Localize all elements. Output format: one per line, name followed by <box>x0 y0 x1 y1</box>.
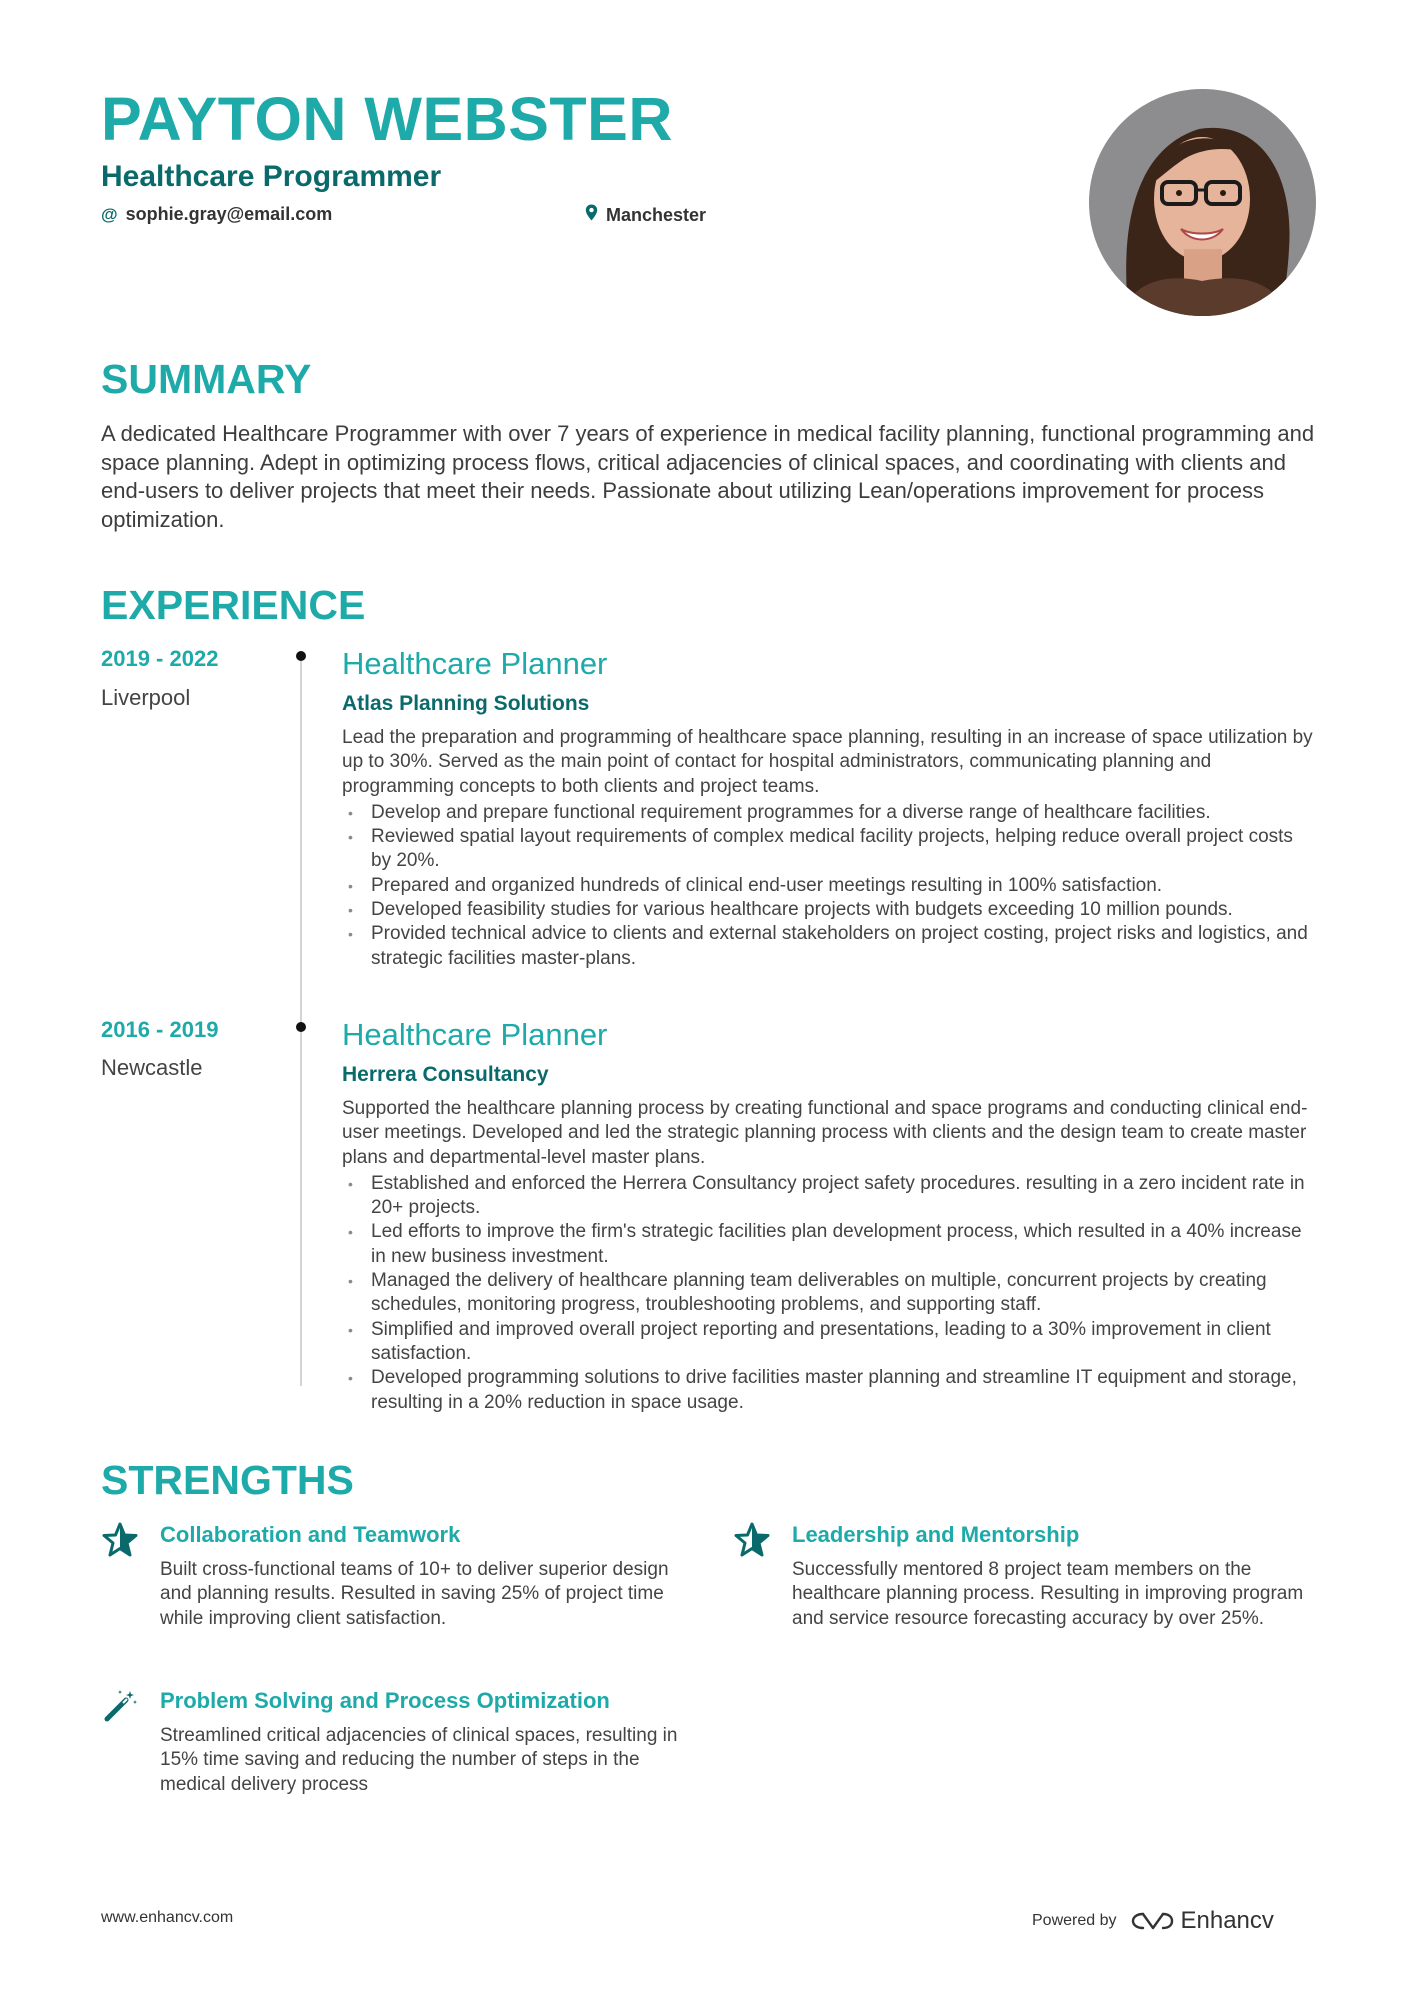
strength-text: Built cross-functional teams of 10+ to deliver superior design and planning results. Resulted in saving 25% of project time while improving client satisfaction. <box>160 1559 669 1629</box>
job-entry <box>342 1017 1318 1415</box>
experience-heading: EXPERIENCE <box>101 582 366 628</box>
strength-text: Successfully mentored 8 project team members on the healthcare planning process. Resulting in improving program and service resource forecasting accuracy by over 25%. <box>792 1559 1304 1629</box>
job-title: Healthcare Planner <box>342 646 608 681</box>
timeline-dot <box>296 651 306 661</box>
job-entry <box>342 646 1318 971</box>
job-description: Lead the preparation and programming of healthcare space planning, resulting in an increase of space utilization by up to 30%. Served as the main point of contact for hospital administrators, communicating planning and programming concepts to both clients and project teams. <box>342 727 1313 797</box>
enhancv-logo[interactable] <box>1129 1907 1274 1935</box>
job-bullet: • Develop and prepare functional requirement programmes for a diverse range of healthcare facilities. <box>342 801 1318 825</box>
job-bullets <box>342 1172 1318 1415</box>
strengths-heading: STRENGTHS <box>101 1457 354 1503</box>
candidate-title: Healthcare Programmer <box>101 160 442 193</box>
job-bullet: • Provided technical advice to clients and external stakeholders on project costing, project risks and logistics, and strategic facilities master-plans. <box>342 922 1318 971</box>
job-bullet: • Prepared and organized hundreds of clinical end-user meetings resulting in 100% satisfaction. <box>342 874 1318 898</box>
job-location: Newcastle <box>101 1055 203 1080</box>
job-bullet: • Developed feasibility studies for various healthcare projects with budgets exceeding 10 million pounds. <box>342 898 1318 922</box>
powered-by-label: Powered by <box>1032 1912 1117 1929</box>
job-location: Liverpool <box>101 685 191 710</box>
timeline-line <box>300 656 302 1386</box>
job-bullet: • Led efforts to improve the firm's strategic facilities plan development process, which resulted in a 40% increase in new business investment. <box>342 1220 1318 1269</box>
job-company: Atlas Planning Solutions <box>342 692 590 715</box>
contact-location <box>585 204 706 226</box>
job-bullet: • Managed the delivery of healthcare planning team deliverables on multiple, concurrent projects by creating schedules, monitoring progress, troubleshooting problems, and supporting staff. <box>342 1269 1318 1318</box>
email-text: sophie.gray@email.com <box>125 204 333 224</box>
job-company: Herrera Consultancy <box>342 1063 549 1086</box>
candidate-name: PAYTON WEBSTER <box>101 85 673 153</box>
job-bullet: • Reviewed spatial layout requirements of complex medical facility projects, helping reduce overall project costs by 20%. <box>342 825 1318 874</box>
summary-text: A dedicated Healthcare Programmer with over 7 years of experience in medical facility planning, functional programming and space planning. Adept in optimizing process flows, critical adjacencies of clinical spaces, and coordinating with clients and end-users to deliver projects that meet their needs. Passionate about utilizing Lean/operations improvement for process optimization. <box>101 421 1315 532</box>
timeline-dot <box>296 1022 306 1032</box>
powered-by <box>1032 1907 1274 1935</box>
job-bullet: • Developed programming solutions to drive facilities master planning and streamline IT equipment and storage, resulting in a 20% reduction in space usage. <box>342 1366 1318 1415</box>
job-bullet: • Simplified and improved overall project reporting and presentations, leading to a 30% improvement in client satisfaction. <box>342 1318 1318 1367</box>
contact-email[interactable] <box>101 204 332 225</box>
star-icon <box>734 1522 770 1558</box>
strength-item <box>160 1688 700 1797</box>
map-pin-icon <box>585 204 598 226</box>
job-bullet: • Established and enforced the Herrera Consultancy project safety procedures. resulting in a zero incident rate in 20+ projects. <box>342 1172 1318 1221</box>
enhancv-logo-icon <box>1129 1910 1175 1932</box>
job-bullets <box>342 801 1318 971</box>
location-text: Manchester <box>606 204 707 225</box>
profile-photo <box>1089 89 1316 316</box>
at-icon: @ <box>101 204 118 224</box>
strength-item <box>160 1522 680 1631</box>
job-description: Supported the healthcare planning process by creating functional and space programs and conducting clinical end-user meetings. Developed and led the strategic planning process with clients and the design team to create master plans and departmental-level master plans. <box>342 1098 1308 1168</box>
footer-url[interactable]: www.enhancv.com <box>101 1909 234 1926</box>
strength-title: Leadership and Mentorship <box>792 1522 1080 1547</box>
star-icon <box>102 1522 138 1558</box>
job-dates: 2016 - 2019 <box>101 1017 219 1042</box>
job-dates: 2019 - 2022 <box>101 646 219 671</box>
strength-title: Problem Solving and Process Optimization <box>160 1688 610 1713</box>
enhancv-brand-text: Enhancv <box>1180 1907 1274 1934</box>
job-title: Healthcare Planner <box>342 1017 608 1052</box>
magic-wand-icon <box>102 1688 138 1724</box>
summary-heading: SUMMARY <box>101 356 312 402</box>
strength-item <box>792 1522 1312 1631</box>
strength-title: Collaboration and Teamwork <box>160 1522 461 1547</box>
strength-text: Streamlined critical adjacencies of clinical spaces, resulting in 15% time saving and reducing the number of steps in the medical delivery process <box>160 1725 678 1795</box>
